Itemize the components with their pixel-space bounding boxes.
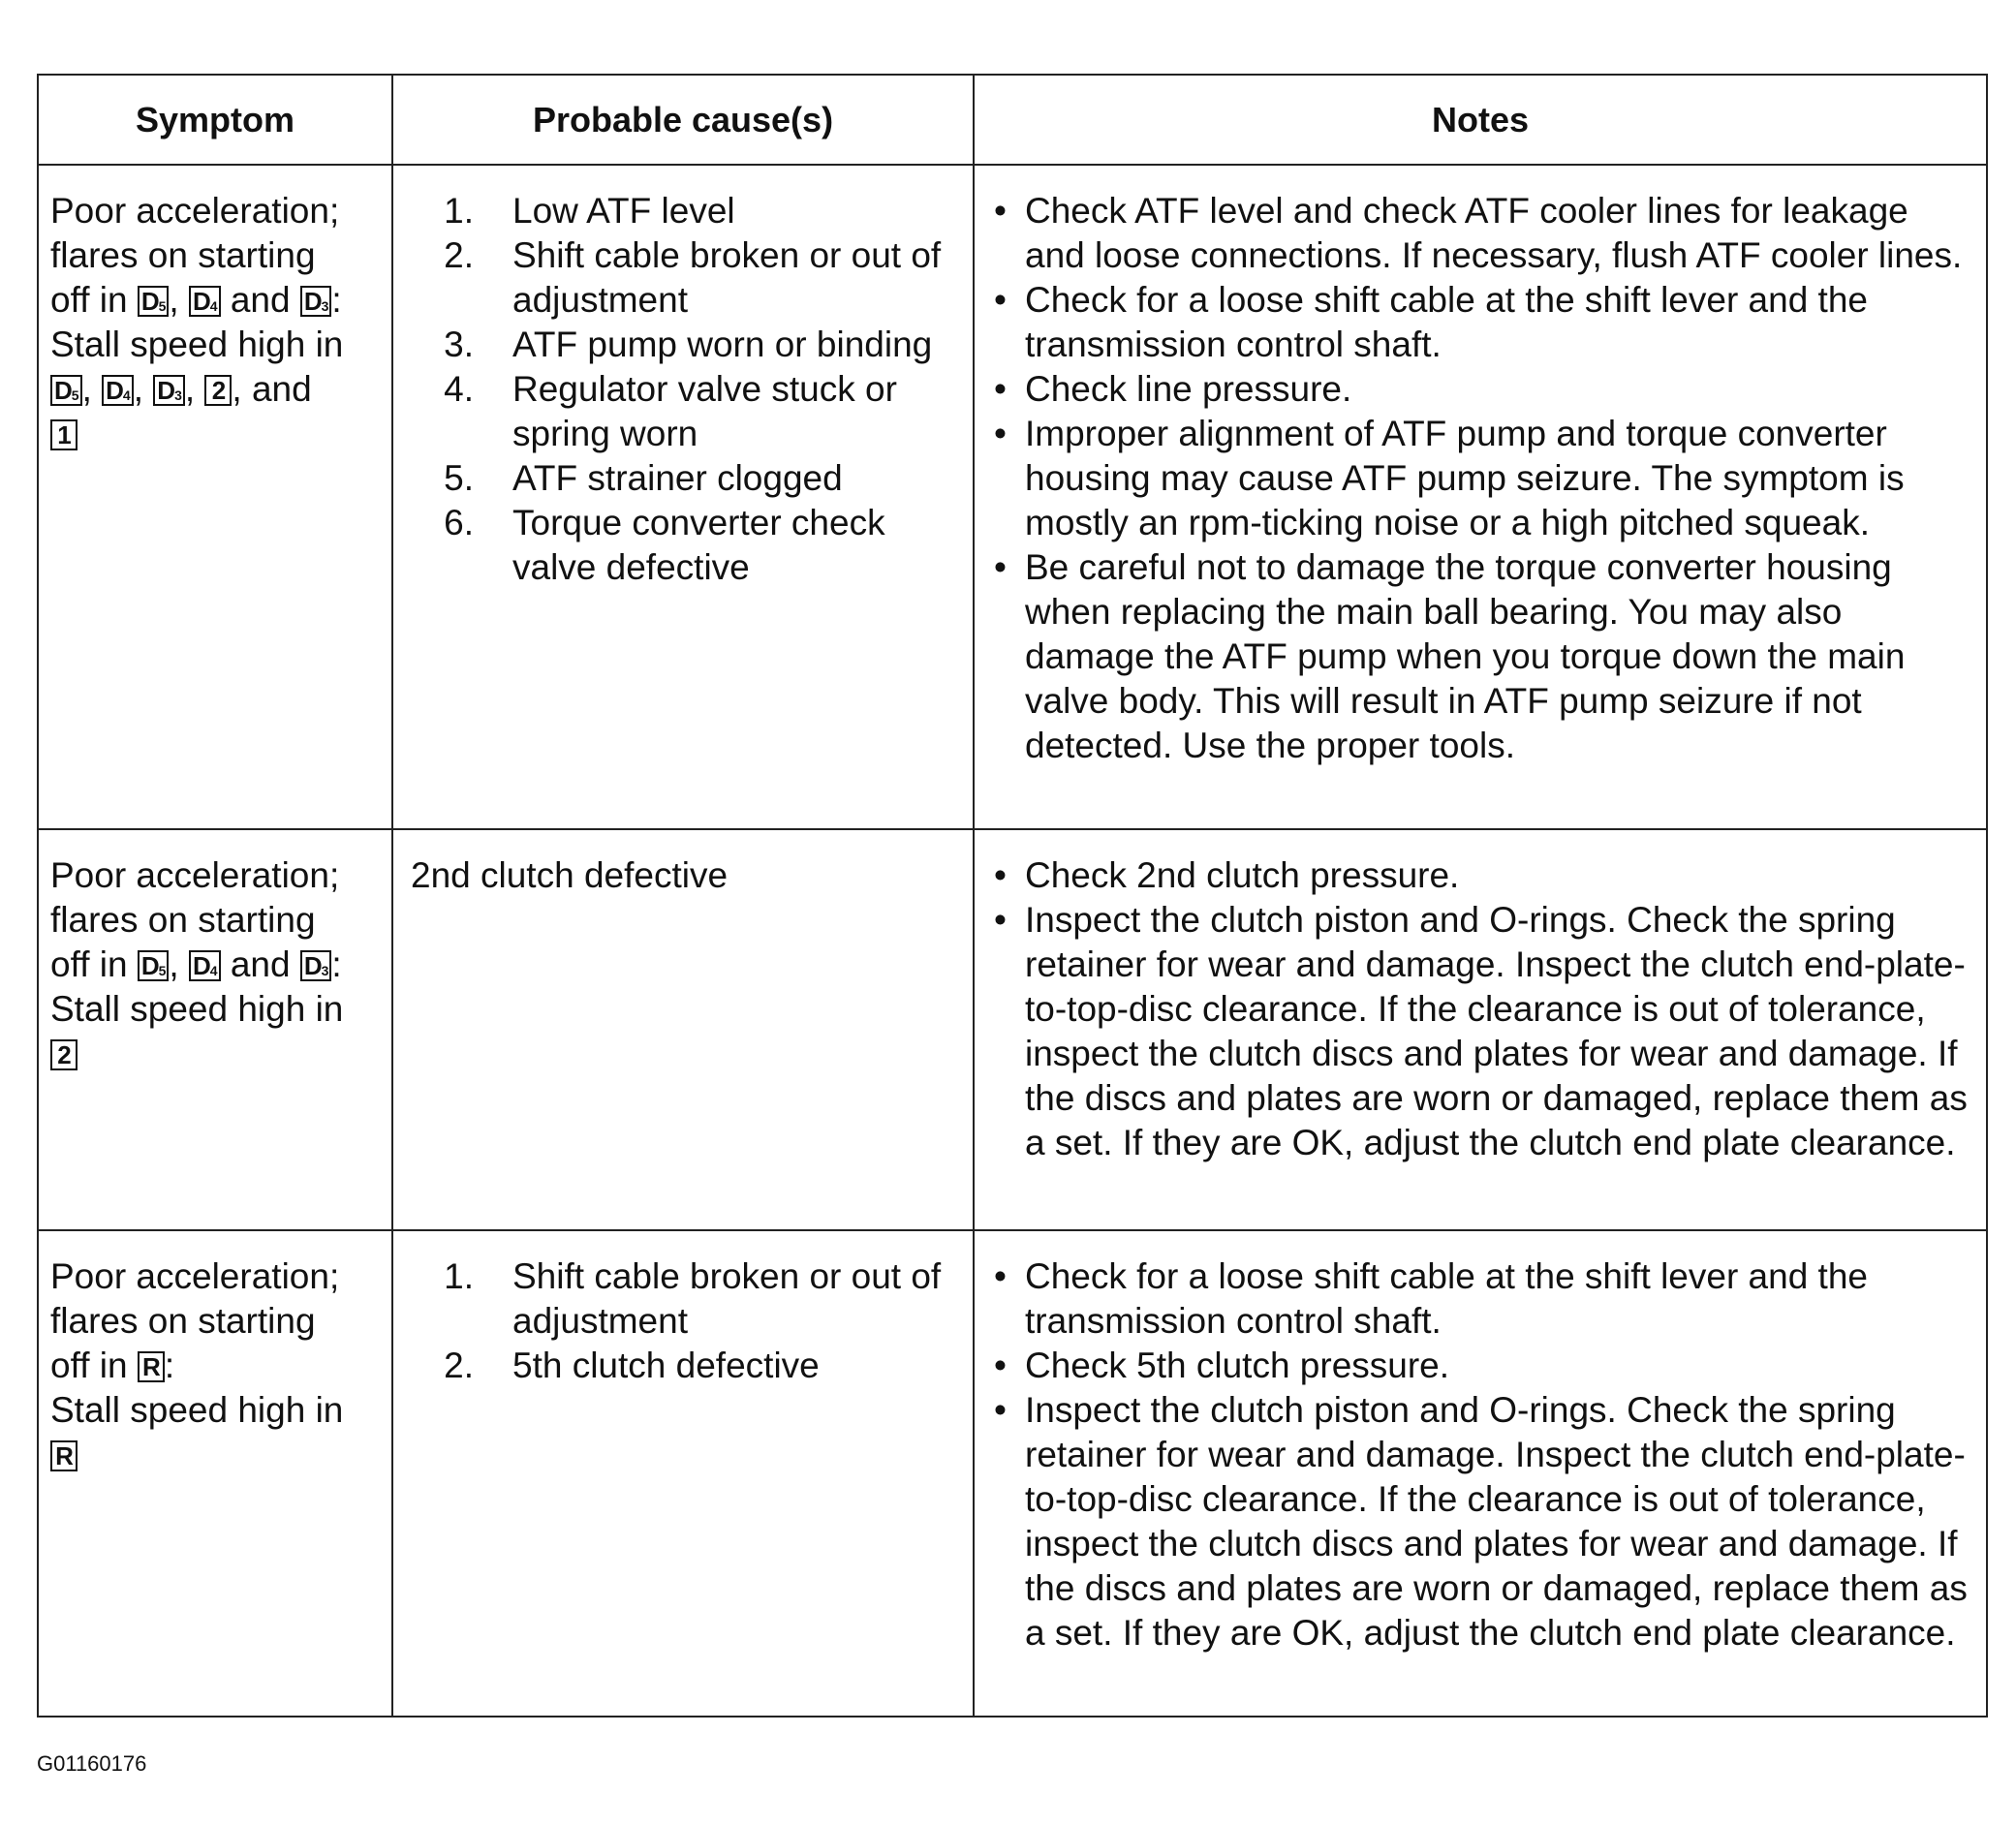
symptom-text: flares on starting <box>50 900 316 940</box>
figure-code: G01160176 <box>37 1751 147 1776</box>
list-item: • Improper alignment of ATF pump and torque converter housing may cause ATF pump seizure. The symptom is mostly an rpm-ticking noise or a high pitched squeak. <box>994 412 1976 545</box>
header-notes: Notes <box>974 75 1987 165</box>
symptom-text: off in <box>50 1346 128 1385</box>
table-row <box>38 829 1987 1230</box>
symptom-text: and <box>251 369 312 409</box>
list-item: 6. Torque converter check valve defective <box>444 503 885 587</box>
list-item: • Check 2nd clutch pressure. <box>994 853 1976 898</box>
bullet-icon: • <box>994 191 1007 231</box>
cause-cell <box>392 829 974 1230</box>
symptom-text: and <box>230 280 291 320</box>
header-symptom: Symptom <box>38 75 392 165</box>
gear-2-icon: 2 <box>50 1039 78 1070</box>
symptom-text: Poor acceleration; <box>50 1256 340 1296</box>
symptom-text: Stall speed high in <box>50 989 344 1029</box>
list-item: • Check for a loose shift cable at the shift lever and the transmission control shaft. <box>994 278 1976 367</box>
list-item: • Inspect the clutch piston and O-rings. Check the spring retainer for wear and damage. Inspect the clutch end-plate-to-top-disc clearance. If the clearance is out of tolerance, inspect the clutch discs and plates for wear and damage. If the discs and plates are worn or damaged, replace them as a set. If they are OK, adjust the clutch end plate clearance. <box>994 898 1976 1165</box>
cause-list <box>411 1254 959 1388</box>
notes-list <box>994 189 1976 768</box>
header-probable-causes: Probable cause(s) <box>392 75 974 165</box>
cause-text: 2nd clutch defective <box>411 855 729 895</box>
list-item: • Check line pressure. <box>994 367 1976 412</box>
cause-cell <box>392 165 974 829</box>
list-item: 5. ATF strainer clogged <box>444 458 843 498</box>
symptom-text: Poor acceleration; <box>50 191 340 231</box>
notes-cell <box>974 165 1987 829</box>
gear-r-icon: R <box>138 1351 165 1382</box>
list-item: • Check for a loose shift cable at the shift lever and the transmission control shaft. <box>994 1254 1976 1344</box>
troubleshooting-table <box>37 74 1988 1718</box>
gear-d3-icon: $D_3$ <box>300 950 332 981</box>
bullet-icon: • <box>994 280 1007 320</box>
bullet-icon: • <box>994 1346 1007 1385</box>
bullet-icon: • <box>994 900 1007 940</box>
cause-list <box>411 189 959 590</box>
gear-d5-icon: $D_5$ <box>138 950 170 981</box>
gear-2-icon: 2 <box>204 375 232 406</box>
gear-d4-icon: $D_4$ <box>189 286 221 317</box>
symptom-text: off in <box>50 944 128 984</box>
symptom-cell: Poor acceleration; flares on starting off in $D_5$ , $D_4$ and $D_3$ : Stall speed high in 2 <box>38 829 392 1230</box>
list-item: 1. Low ATF level <box>444 191 735 231</box>
bullet-icon: • <box>994 369 1007 409</box>
list-item: 1. Shift cable broken or out of adjustment <box>444 1256 942 1341</box>
gear-d3-icon: $D_3$ <box>153 375 185 406</box>
header-row <box>38 75 1987 165</box>
list-item: 2. Shift cable broken or out of adjustment <box>444 235 942 320</box>
symptom-cell: Poor acceleration; flares on starting off in R : Stall speed high in R <box>38 1230 392 1717</box>
symptom-text: Poor acceleration; <box>50 855 340 895</box>
gear-d3-icon: $D_3$ <box>300 286 332 317</box>
symptom-text: flares on starting <box>50 1301 316 1341</box>
symptom-cell: Poor acceleration; flares on starting off in $D_5$ , $D_4$ and $D_3$ : Stall speed high in $D_5$ , $D_4$ , $D_3$ , 2 , and 1 <box>38 165 392 829</box>
notes-list <box>994 853 1976 1165</box>
list-item: • Check 5th clutch pressure. <box>994 1344 1976 1388</box>
gear-d4-icon: $D_4$ <box>189 950 221 981</box>
bullet-icon: • <box>994 1256 1007 1296</box>
symptom-text: off in <box>50 280 128 320</box>
table-row <box>38 165 1987 829</box>
notes-cell <box>974 829 1987 1230</box>
symptom-text: and <box>230 944 291 984</box>
list-item: • Check ATF level and check ATF cooler lines for leakage and loose connections. If necessary, flush ATF cooler lines. <box>994 189 1976 278</box>
list-item: 2. 5th clutch defective <box>444 1346 820 1385</box>
list-item: • Be careful not to damage the torque converter housing when replacing the main ball bearing. You may also damage the ATF pump when you torque down the main valve body. This will result in ATF pump seizure if not detected. Use the proper tools. <box>994 545 1976 768</box>
gear-d5-icon: $D_5$ <box>50 375 82 406</box>
gear-r-icon: R <box>50 1440 78 1471</box>
gear-1-icon: 1 <box>50 419 78 450</box>
symptom-text: Stall speed high in <box>50 325 344 364</box>
list-item: • Inspect the clutch piston and O-rings. Check the spring retainer for wear and damage. Inspect the clutch end-plate-to-top-disc clearance. If the clearance is out of tolerance, inspect the clutch discs and plates for wear and damage. If the discs and plates are worn or damaged, replace them as a set. If they are OK, adjust the clutch end plate clearance. <box>994 1388 1976 1656</box>
symptom-text: flares on starting <box>50 235 316 275</box>
notes-list <box>994 1254 1976 1656</box>
cause-cell <box>392 1230 974 1717</box>
bullet-icon: • <box>994 414 1007 453</box>
notes-cell <box>974 1230 1987 1717</box>
bullet-icon: • <box>994 855 1007 895</box>
bullet-icon: • <box>994 1390 1007 1430</box>
list-item: 4. Regulator valve stuck or spring worn <box>444 369 897 453</box>
bullet-icon: • <box>994 547 1007 587</box>
list-item: 3. ATF pump worn or binding <box>444 325 933 364</box>
gear-d4-icon: $D_4$ <box>102 375 134 406</box>
gear-d5-icon: $D_5$ <box>138 286 170 317</box>
symptom-text: Stall speed high in <box>50 1390 344 1430</box>
table-row <box>38 1230 1987 1717</box>
